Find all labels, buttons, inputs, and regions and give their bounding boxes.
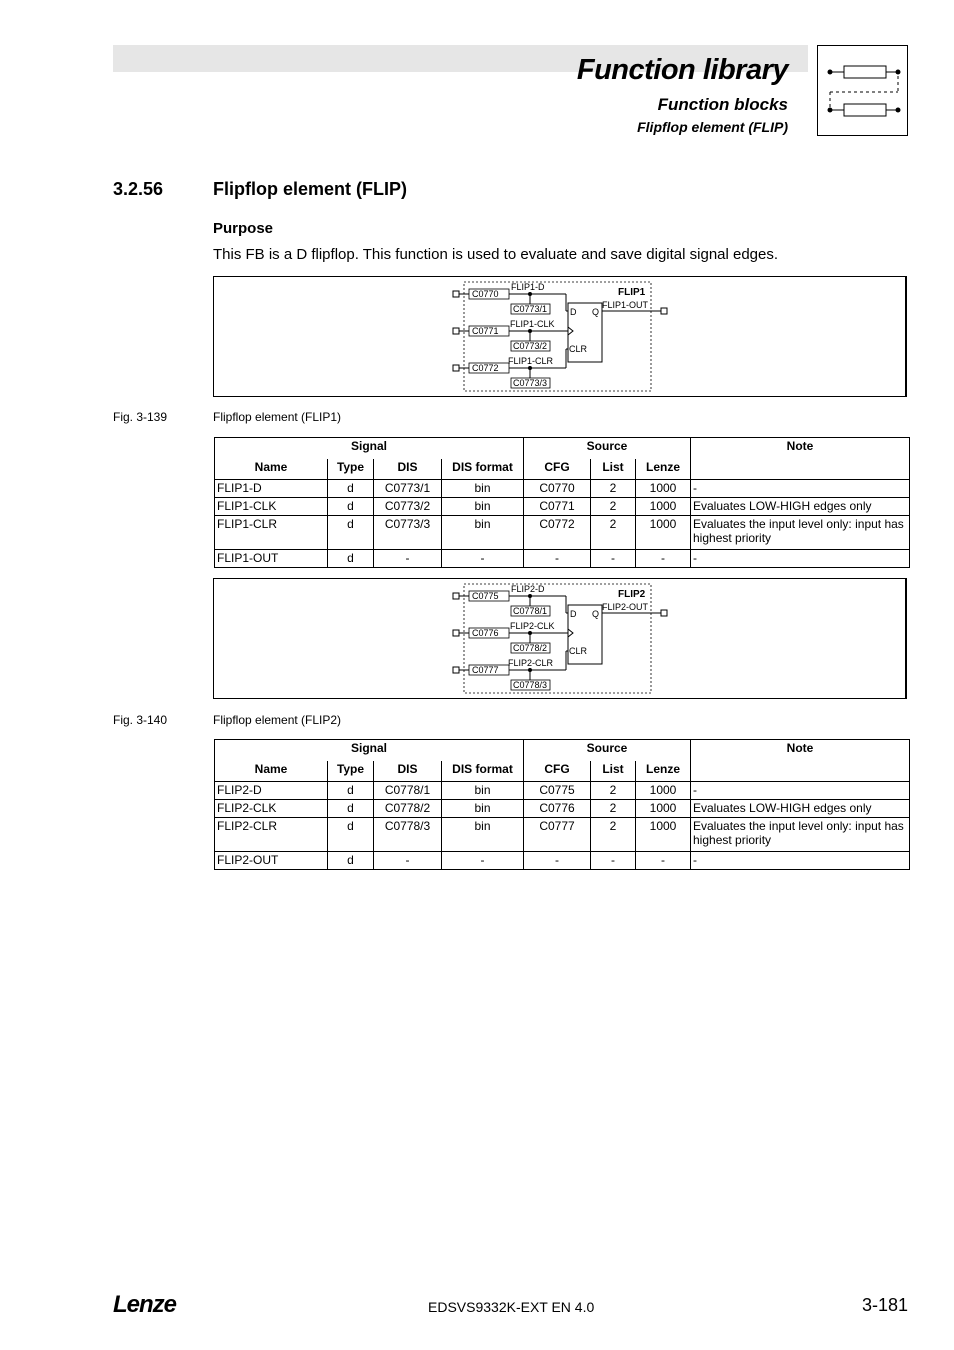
flip1-d-dis: C0773/1 xyxy=(513,304,548,314)
svg-text:D: D xyxy=(570,307,577,317)
flip1-d-code: C0770 xyxy=(472,289,499,299)
svg-text:D: D xyxy=(570,609,577,619)
svg-text:CLR: CLR xyxy=(569,344,588,354)
flip2-clr-name: FLIP2-CLR xyxy=(508,658,554,668)
table-row: FLIP1-D d C0773/1 bin C0770 2 1000 - xyxy=(215,480,910,498)
flip2-clk-name: FLIP2-CLK xyxy=(510,621,555,631)
flip2-clk-code: C0776 xyxy=(472,628,499,638)
flip1-diagram xyxy=(214,277,906,396)
flip2-d-name: FLIP2-D xyxy=(511,584,545,594)
flip2-input-clr xyxy=(453,651,568,690)
flip2-clr-dis: C0778/3 xyxy=(513,680,548,690)
flip1-output-name: FLIP1-OUT xyxy=(602,300,649,310)
flip2-block-name: FLIP2 xyxy=(618,589,646,600)
table-row: FLIP1-CLR d C0773/3 bin C0772 2 1000 Evaluates the input level only: input has highest priority xyxy=(215,516,910,550)
page-title: Function library xyxy=(576,54,788,86)
flip2-clk-dis: C0778/2 xyxy=(513,643,548,653)
fig1-caption: Flipflop element (FLIP1) xyxy=(213,410,342,424)
page-subsubtitle: Flipflop element (FLIP) xyxy=(637,119,788,135)
flip2-output-name: FLIP2-OUT xyxy=(602,602,649,612)
table-row: FLIP2-CLR d C0778/3 bin C0777 2 1000 Evaluates the input level only: input has highest priority xyxy=(215,818,910,852)
svg-text:Q: Q xyxy=(592,609,600,619)
flip1-input-d xyxy=(453,282,568,314)
flip1-clk-name: FLIP1-CLK xyxy=(510,319,555,329)
flip2-input-clk xyxy=(453,621,568,653)
flip1-input-clk xyxy=(453,319,568,351)
figure-flip2 xyxy=(213,578,907,699)
purpose-text: This FB is a D flipflop. This function is used to evaluate and save digital signal edges. xyxy=(213,246,779,263)
purpose-heading: Purpose xyxy=(213,220,274,237)
flip2-input-d xyxy=(453,584,568,616)
flip1-clr-dis: C0773/3 xyxy=(513,378,548,388)
flip1-d-name: FLIP1-D xyxy=(511,282,545,292)
table-row: FLIP2-CLK d C0778/2 bin C0776 2 1000 Evaluates LOW-HIGH edges only xyxy=(215,800,910,818)
svg-text:CLR: CLR xyxy=(569,646,588,656)
signal-table-flip1: Signal Source Note Name Type DIS DIS format CFG List Lenze FLIP1-D d C0773/1 bin C0770 2 1000 - FLIP1-CLK d C0773/2 bin C0771 2 1000 Evaluates LOW-HIGH edges only FLIP1-CLR d C0773/3 bin C0772 2 1000 Evaluates the input level only: input has highest priority FLIP1-OUT d - - - - - - xyxy=(214,437,910,568)
fig2-caption-num: Fig. 3-140 xyxy=(113,713,168,727)
table-row: FLIP2-OUT d - - - - - - xyxy=(215,852,910,870)
flip2-clr-code: C0777 xyxy=(472,665,499,675)
flip2-d-code: C0775 xyxy=(472,591,499,601)
section-title: Flipflop element (FLIP) xyxy=(213,179,407,199)
page-number: 3-181 xyxy=(861,1295,908,1315)
flip2-block xyxy=(568,589,667,664)
flip2-diagram xyxy=(214,579,906,698)
flip2-d-dis: C0778/1 xyxy=(513,606,548,616)
table-row: FLIP2-D d C0778/1 bin C0775 2 1000 - xyxy=(215,782,910,800)
flip1-clk-dis: C0773/2 xyxy=(513,341,548,351)
lenze-logo: Lenze xyxy=(113,1291,177,1318)
flip1-input-clr xyxy=(453,349,568,388)
fig2-caption: Flipflop element (FLIP2) xyxy=(213,713,342,727)
table-row: FLIP1-CLK d C0773/2 bin C0771 2 1000 Evaluates LOW-HIGH edges only xyxy=(215,498,910,516)
flip1-block-name: FLIP1 xyxy=(618,287,646,298)
flip1-block xyxy=(568,287,667,362)
flip1-clr-name: FLIP1-CLR xyxy=(508,356,554,366)
document-id: EDSVS9332K-EXT EN 4.0 xyxy=(428,1299,595,1315)
flip1-clr-code: C0772 xyxy=(472,363,499,373)
svg-text:Q: Q xyxy=(592,307,600,317)
function-block-icon xyxy=(817,45,908,136)
flip1-clk-code: C0771 xyxy=(472,326,499,336)
page-subtitle: Function blocks xyxy=(657,95,788,114)
table-row: FLIP1-OUT d - - - - - - xyxy=(215,550,910,568)
section-number: 3.2.56 xyxy=(113,179,164,199)
figure-flip1 xyxy=(213,276,907,397)
fig1-caption-num: Fig. 3-139 xyxy=(113,410,168,424)
signal-table-flip2: Signal Source Note Name Type DIS DIS format CFG List Lenze FLIP2-D d C0778/1 bin C0775 2 1000 - FLIP2-CLK d C0778/2 bin C0776 2 1000 Evaluates LOW-HIGH edges only FLIP2-CLR d C0778/3 bin C0777 2 1000 Evaluates the input level only: input has highest priority FLIP2-OUT d - - - - - - xyxy=(214,739,910,870)
